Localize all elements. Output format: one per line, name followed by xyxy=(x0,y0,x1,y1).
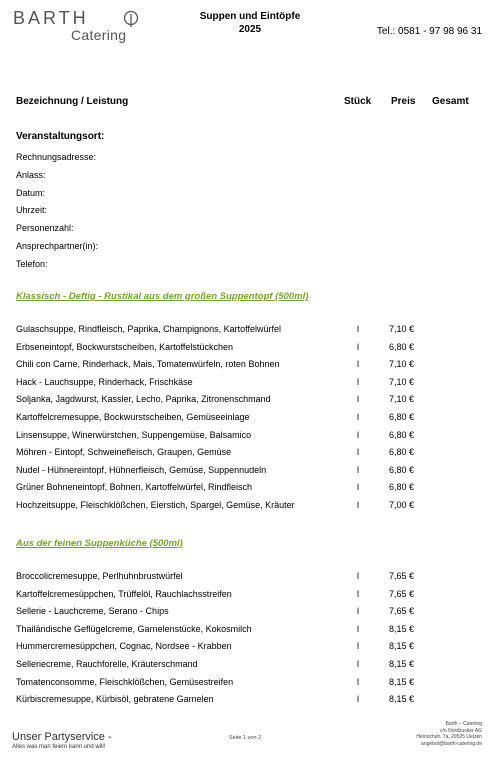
menu-item-unit: l xyxy=(357,500,359,510)
event-time-label: Uhrzeit: xyxy=(16,205,48,216)
page-number: Seite 1 von 2 xyxy=(229,735,262,741)
event-billing-address-label: Rechnungsadresse: xyxy=(16,152,97,162)
menu-item-row xyxy=(0,359,490,377)
event-contact-label: Ansprechpartner(in): xyxy=(16,240,99,251)
footer-company-address xyxy=(416,721,482,747)
column-header-price: Preis xyxy=(391,96,416,107)
menu-item-unit: l xyxy=(357,429,359,440)
menu-item-name: Soljanka, Jagdwurst, Kassler, Lecho, Paprika, Zitronenschmand xyxy=(16,394,271,405)
menu-item-unit: l xyxy=(357,324,359,334)
menu-item-row xyxy=(0,465,490,483)
menu-item-price: 6,80 € xyxy=(389,412,415,422)
menu-item-name: Kürbiscremesuppe, Kürbisöl, gebratene Garnelen xyxy=(16,694,214,705)
menu-item-unit: l xyxy=(357,376,359,387)
menu-item-price: 7,65 € xyxy=(389,571,415,581)
menu-item-name: Thailändische Geflügelcreme, Garnelenstücke, Kokosmilch xyxy=(16,623,252,634)
menu-item-price: 7,10 € xyxy=(389,324,415,334)
menu-item-row xyxy=(0,412,490,430)
menu-item-price: 8,15 € xyxy=(389,694,415,705)
menu-item-unit: l xyxy=(357,676,359,687)
event-details xyxy=(16,131,104,274)
menu-item-price: 6,80 € xyxy=(389,341,415,352)
menu-item-unit: l xyxy=(357,659,359,669)
menu-item-row xyxy=(0,377,490,395)
menu-item-price: 8,15 € xyxy=(389,641,415,652)
menu-item-row xyxy=(0,430,490,448)
menu-item-unit: l xyxy=(357,606,359,617)
menu-item-name: Sellerie - Lauchcreme, Serano - Chips xyxy=(16,606,169,617)
footer-slogan-block xyxy=(12,731,112,750)
title-line-2: 2025 xyxy=(238,24,262,35)
menu-item-unit: l xyxy=(357,394,359,405)
menu-item-unit: l xyxy=(357,447,359,458)
column-header-total: Gesamt xyxy=(432,96,469,107)
menu-item-unit: l xyxy=(357,641,359,652)
footer-company-name: Barth – Catering xyxy=(445,721,482,727)
menu-item-unit: l xyxy=(357,588,359,599)
menu-item-unit: l xyxy=(357,359,359,370)
footer-tagline: Alles was man feiern kann und will! xyxy=(12,744,106,750)
menu-item-row xyxy=(0,606,490,624)
menu-item-unit: l xyxy=(357,341,359,352)
menu-item-price: 6,80 € xyxy=(389,447,415,458)
menu-item-row xyxy=(0,589,490,607)
footer-slogan: Unser Partyservice - xyxy=(12,731,112,743)
footer-company-email: angebot@barth-catering.de xyxy=(421,740,482,747)
menu-item-name: Selleriecreme, Rauchforelle, Kräuterschmand xyxy=(16,659,198,669)
menu-item-name: Linsensuppe, Winerwürstchen, Suppengemüse, Balsamico xyxy=(16,429,252,440)
menu-item-unit: l xyxy=(357,694,359,705)
event-occasion-label: Anlass: xyxy=(16,169,46,180)
phone-number: Tel.: 0581 - 97 98 96 31 xyxy=(376,26,482,37)
event-phone-label: Telefon: xyxy=(16,258,48,269)
menu-item-name: Gulaschsuppe, Rindfleisch, Paprika, Champignons, Kartoffelwürfel xyxy=(16,324,281,334)
menu-item-name: Hummercremesüppchen, Cognac, Nordsee - Krabben xyxy=(16,641,232,652)
menu-item-price: 7,65 € xyxy=(389,588,415,599)
barth-logo xyxy=(13,8,148,44)
menu-item-name: Kartoffelcremesüppchen, Trüffelöl, Rauchlachsstreifen xyxy=(16,588,232,599)
menu-item-row xyxy=(0,571,490,589)
menu-item-row xyxy=(0,447,490,465)
menu-item-name: Kartoffelcremesuppe, Bockwurstscheiben, Gemüseeinlage xyxy=(16,412,250,422)
menu-item-row xyxy=(0,342,490,360)
event-guests-label: Personenzahl: xyxy=(16,223,74,234)
logo-text-catering: Catering xyxy=(71,27,127,43)
footer-company-co: c/o Nordzucker AG xyxy=(440,727,482,734)
menu-item-unit: l xyxy=(357,464,359,475)
menu-item-row xyxy=(0,677,490,695)
menu-item-price: 8,15 € xyxy=(389,623,415,634)
menu-item-price: 8,15 € xyxy=(389,676,415,687)
menu-item-row xyxy=(0,500,490,518)
menu-item-price: 6,80 € xyxy=(389,464,415,475)
menu-item-name: Nudel - Hühnereintopf, Hühnerfleisch, Gemüse, Suppennudeln xyxy=(16,464,267,475)
menu-item-row xyxy=(0,659,490,677)
menu-item-price: 6,80 € xyxy=(389,429,415,440)
menu-item-name: Broccolicremesuppe, Perlhuhnbrustwürfel xyxy=(16,571,183,581)
menu-item-unit: l xyxy=(357,482,359,493)
menu-item-row xyxy=(0,482,490,500)
menu-item-name: Hochzeitsuppe, Fleischklößchen, Eierstich, Spargel, Gemüse, Kräuter xyxy=(16,500,295,510)
menu-item-price: 7,00 € xyxy=(389,500,415,510)
menu-item-name: Grüner Bohneneintopf, Bohnen, Kartoffelwürfel, Rindfleisch xyxy=(16,482,252,493)
menu-item-name: Chili con Carne, Rinderhack, Mais, Tomatenwürfeln, roten Bohnen xyxy=(16,359,280,370)
section-title-fine: Aus der feinen Suppenküche (500ml) xyxy=(16,538,183,549)
title-line-1: Suppen und Eintöpfe xyxy=(199,11,301,22)
section-title-classic: Klassisch - Deftig - Rustikal aus dem großen Suppentopf (500ml) xyxy=(16,291,309,302)
menu-item-row xyxy=(0,694,490,712)
menu-item-price: 7,65 € xyxy=(389,606,415,617)
menu-item-unit: l xyxy=(357,623,359,634)
menu-item-price: 6,80 € xyxy=(389,482,415,493)
menu-item-unit: l xyxy=(357,412,359,422)
menu-item-row xyxy=(0,624,490,642)
menu-item-name: Erbseneintopf, Bockwurstscheiben, Kartoffelstückchen xyxy=(16,341,233,352)
column-header-quantity: Stück xyxy=(344,96,372,107)
event-venue-label: Veranstaltungsort: xyxy=(16,131,105,142)
menu-item-name: Hack - Lauchsuppe, Rinderhack, Frischkäse xyxy=(16,376,193,387)
menu-item-name: Möhren - Eintopf, Schweinefleisch, Graupen, Gemüse xyxy=(16,447,232,458)
menu-item-unit: l xyxy=(357,571,359,581)
menu-item-name: Tomatenconsomme, Fleischklößchen, Gemüsestreifen xyxy=(16,676,234,687)
document-title xyxy=(180,10,320,36)
menu-item-price: 7,10 € xyxy=(389,394,415,405)
logo-text-barth: BARTH xyxy=(13,8,89,28)
menu-item-row xyxy=(0,641,490,659)
menu-item-price: 7,10 € xyxy=(389,376,415,387)
event-date-label: Datum: xyxy=(16,187,46,198)
logo-mark-icon xyxy=(123,10,139,28)
footer-company-street: Heinrichstr. 7a, 29525 Uelzen xyxy=(416,734,482,740)
menu-item-price: 8,15 € xyxy=(389,659,415,669)
menu-item-price: 7,10 € xyxy=(389,359,415,370)
menu-item-row xyxy=(0,394,490,412)
menu-item-row xyxy=(0,324,490,342)
column-header-description: Bezeichnung / Leistung xyxy=(16,96,129,107)
